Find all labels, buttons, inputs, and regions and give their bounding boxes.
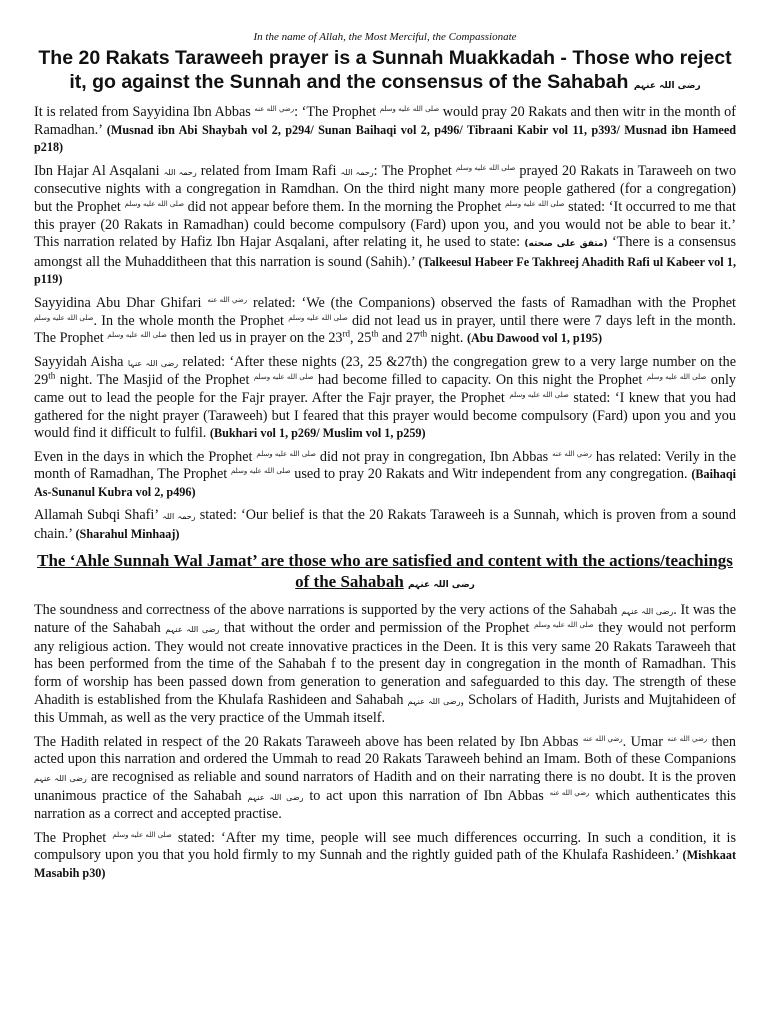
- paragraph-7: [34, 602, 736, 728]
- p3-text-3: . In the whole month the Prophet: [93, 312, 284, 329]
- page-title: [34, 46, 736, 98]
- honorific-ra: رضي الله عنه: [667, 734, 708, 743]
- p2-text-4: prayed 20 Rakats in Taraweeh on two consecutive nights with a congregation in Ramdhan. On the third night many more people gathered (for a congregation) but the Prophet: [34, 162, 737, 215]
- basmala-line: In the name of Allah, the Most Merciful, the Compassionate: [253, 31, 517, 43]
- muttafaq-arabic: (متفق علی صحته): [524, 239, 608, 250]
- p8-text-3: then acted upon this narration and ordered the Ummah to read 20 Rakats Taraweeh behind an Imam. Both of these Companions: [34, 733, 737, 768]
- p5-text-1: Even in the days in which the Prophet: [34, 448, 253, 465]
- p7-text-1: The soundness and correctness of the above narrations is supported by the very actions of the Sahabah: [34, 601, 618, 618]
- paragraph-2: [34, 163, 736, 289]
- honorific-ram: رضی اللہ عنہم: [407, 696, 461, 706]
- honorific-ram: رضی اللہ عنہم: [165, 625, 220, 635]
- honorific-ra: رضي الله عنه: [582, 734, 623, 743]
- p7-text-3: that without the order and permission of the Prophet: [223, 620, 530, 637]
- honorific-rah: رحمہ اللہ: [163, 167, 197, 177]
- p2-text-1: Ibn Hajar Al Asqalani: [34, 162, 160, 179]
- p2-text-5: did not appear before them. In the morning the Prophet: [187, 198, 502, 215]
- honorific-saw: صلى الله عليه وسلم: [124, 199, 185, 208]
- p5-text-3: has related: Verily in the month of Ramadhan, The Prophet: [34, 448, 737, 483]
- p1-text-1: It is related from Sayyidina Ibn Abbas: [34, 104, 251, 120]
- p7-text-2: . It was the nature of the Sahabah: [34, 601, 737, 637]
- p4-text-2: related: ‘After these nights (23, 25 &27th) the congregation grew to a very large number on the 29: [34, 353, 737, 389]
- page-title-text: The 20 Rakats Taraweeh prayer is a Sunnah Muakkadah - Those who reject it, go against the Sunnah and the consensus of the Sahabah: [38, 47, 732, 93]
- p5-reference: (Baihaqi As-Sunanul Kubra vol 2, p496): [34, 467, 737, 499]
- paragraph-4: [34, 354, 736, 443]
- p1-text-3: would pray 20 Rakats and then witr in the month of Ramadhan.’: [34, 104, 737, 138]
- honorific-saw: صلى الله عليه وسلم: [509, 390, 569, 399]
- p3-text-2: related: ‘We (the Companions) observed the fasts of Ramadhan with the Prophet: [253, 294, 736, 311]
- honorific-ram: رضی اللہ عنہم: [247, 792, 304, 802]
- ordinal-suffix: th: [371, 328, 379, 339]
- p8-text-5: to act upon this narration of Ibn Abbas: [309, 787, 544, 804]
- ordinal-suffix: th: [420, 328, 428, 339]
- p3-text-5: then led us in prayer on the 23: [170, 330, 343, 347]
- p3-text-6: , 25: [350, 330, 372, 347]
- p1-text-2: : ‘The Prophet: [294, 104, 377, 120]
- p3-text-7: and 27: [381, 330, 421, 347]
- honorific-saw: صلى الله عليه وسلم: [107, 331, 167, 340]
- p2-text-2: related from Imam Rafi: [200, 162, 337, 179]
- section-heading: [34, 550, 736, 596]
- p4-text-4: had become filled to capacity. On this night the Prophet: [317, 372, 643, 389]
- p2-text-6: stated: ‘It occurred to me that this prayer (20 Rakats in Ramadhan) could become compulsory (Fard) upon you, and you would not be able to bear it.’ This narration related by Hafiz Ibn Hajar Asqalani, after relating it, he used to state:: [34, 198, 736, 251]
- honorific-ram: رضی اللہ عنہم: [621, 606, 674, 616]
- ordinal-suffix: rd: [342, 328, 351, 339]
- p4-reference: (Bukhari vol 1, p269/ Muslim vol 1, p259): [209, 426, 426, 441]
- p2-reference: (Talkeesul Habeer Fe Takhreej Ahadith Rafi ul Kabeer vol 1, p119): [34, 254, 736, 287]
- paragraph-5: [34, 449, 736, 502]
- p5-text-4: used to pray 20 Rakats and Witr independent from any congregation.: [294, 466, 688, 483]
- p8-text-1: The Hadith related in respect of the 20 Rakats Taraweeh above has been related by Ibn Abbas: [34, 733, 579, 750]
- p9-text-2: stated: ‘After my time, people will see much differences occurring. In such a condition, it is compulsory upon you that you hold firmly to my Sunnah and the rightly guided path of the Khulafa Rashideen.’: [34, 829, 737, 864]
- p9-reference: (Mishkaat Masabih p30): [34, 848, 737, 880]
- honorific-saw: صلى الله عليه وسلم: [455, 163, 516, 172]
- p2-text-7: ‘There is a consensus amongst all the Muhadditheen that this narration is sound (Sahih).’: [34, 234, 737, 270]
- p2-text-3: : The Prophet: [373, 162, 452, 179]
- section-heading-honorific: رضی اللہ عنہم: [408, 579, 475, 590]
- p4-text-1: Sayyidah Aisha: [34, 353, 124, 370]
- honorific-raha: رضی اللہ عنہا: [127, 358, 179, 368]
- p3-text-8: night.: [430, 330, 464, 347]
- honorific-rah: رحمہ اللہ: [162, 512, 196, 522]
- honorific-saw: صلى الله عليه وسلم: [379, 105, 440, 113]
- p6-text-2: stated: ‘Our belief is that the 20 Rakats Taraweeh is a Sunnah, which is proven from a sound chain.’: [34, 507, 736, 543]
- p3-reference: (Abu Dawood vol 1, p195): [466, 331, 603, 346]
- honorific-saw: صلى الله عليه وسلم: [534, 621, 594, 630]
- p8-text-6: which authenticates this narration as a correct and accepted practise.: [34, 787, 737, 823]
- p8-text-4: are recognised as reliable and sound narrators of Hadith and on their narrating there is no doubt. It is the proven unanimous practice of the Sahabah: [34, 769, 736, 804]
- honorific-ra: رضي الله عنه: [254, 105, 295, 113]
- p3-text-1: Sayyidina Abu Dhar Ghifari: [34, 294, 202, 311]
- p3-text-4: did not lead us in prayer, until there were 7 days left in the month. The Prophet: [34, 312, 736, 347]
- p8-text-2: . Umar: [622, 733, 663, 750]
- p4-text-5: only came out to lead the people for the Fajr prayer. After the Fajr prayer, the Prophet: [34, 372, 737, 406]
- p7-text-5: , Scholars of Hadith, Jurists and Mujtahideen of this Ummah, as well as the very practice of the Ummah itself.: [34, 691, 737, 727]
- honorific-saw: صلى الله عليه وسلم: [504, 199, 565, 208]
- honorific-rah: رحمہ اللہ: [340, 167, 374, 177]
- honorific-ram: رضی اللہ عنہم: [34, 774, 87, 783]
- paragraph-9: [34, 830, 736, 883]
- honorific-ra: رضي الله عنه: [207, 295, 248, 304]
- ordinal-suffix: th: [48, 370, 56, 381]
- title-honorific: رضی اللہ عنہم: [633, 81, 701, 91]
- honorific-saw: صلى الله عليه وسلم: [112, 830, 172, 839]
- p5-text-2: did not pray in congregation, Ibn Abbas: [319, 448, 549, 465]
- honorific-saw: صلى الله عليه وسلم: [256, 449, 316, 458]
- paragraph-6: [34, 507, 736, 543]
- honorific-saw: صلى الله عليه وسلم: [288, 313, 348, 322]
- p6-reference: (Sharahul Minhaaj): [75, 527, 180, 542]
- paragraph-1: [34, 104, 736, 157]
- honorific-saw: صلى الله عليه وسلم: [253, 373, 314, 382]
- honorific-saw: صلى الله عليه وسلم: [231, 467, 291, 476]
- p1-reference: (Musnad ibn Abi Shaybah vol 2, p294/ Sunan Baihaqi vol 2, p496/ Tibraani Kabir vol 11, p393/ Musnad ibn Hameed p218): [34, 122, 737, 155]
- honorific-saw: صلى الله عليه وسلم: [646, 373, 707, 382]
- paragraph-8: [34, 734, 736, 824]
- p6-text-1: Allamah Subqi Shafi’: [34, 507, 158, 524]
- honorific-ra: رضي الله عنه: [549, 788, 590, 797]
- honorific-ra: رضي الله عنه: [552, 449, 592, 458]
- honorific-saw: صلى الله عليه وسلم: [34, 313, 94, 322]
- section-heading-text: The ‘Ahle Sunnah Wal Jamat’ are those who are satisfied and content with the actions/teachings of the Sahabah: [37, 550, 733, 591]
- paragraph-3: [34, 295, 736, 348]
- p4-text-3: night. The Masjid of the Prophet: [59, 372, 250, 389]
- p4-text-6: stated: ‘I knew that you had gathered for the night prayer (Taraweeh) but I feared that this prayer would become compulsory (Fard) upon you and you would find it difficult to fulfil.: [34, 389, 736, 442]
- p9-text-1: The Prophet: [34, 829, 107, 846]
- p7-text-4: they would not perform any religious action. They would not create innovative practices in the Deen. It is this very same 20 Rakats Taraweeh that has been performed from the time of the Sahabah f to the present day in congregation in the month of Ramadhan. This form of worship has been passed down from generation to generation and safeguarded to this day. The strength of these Ahadith is established from the Khulafa Rashideen and Sahabah: [34, 620, 737, 708]
